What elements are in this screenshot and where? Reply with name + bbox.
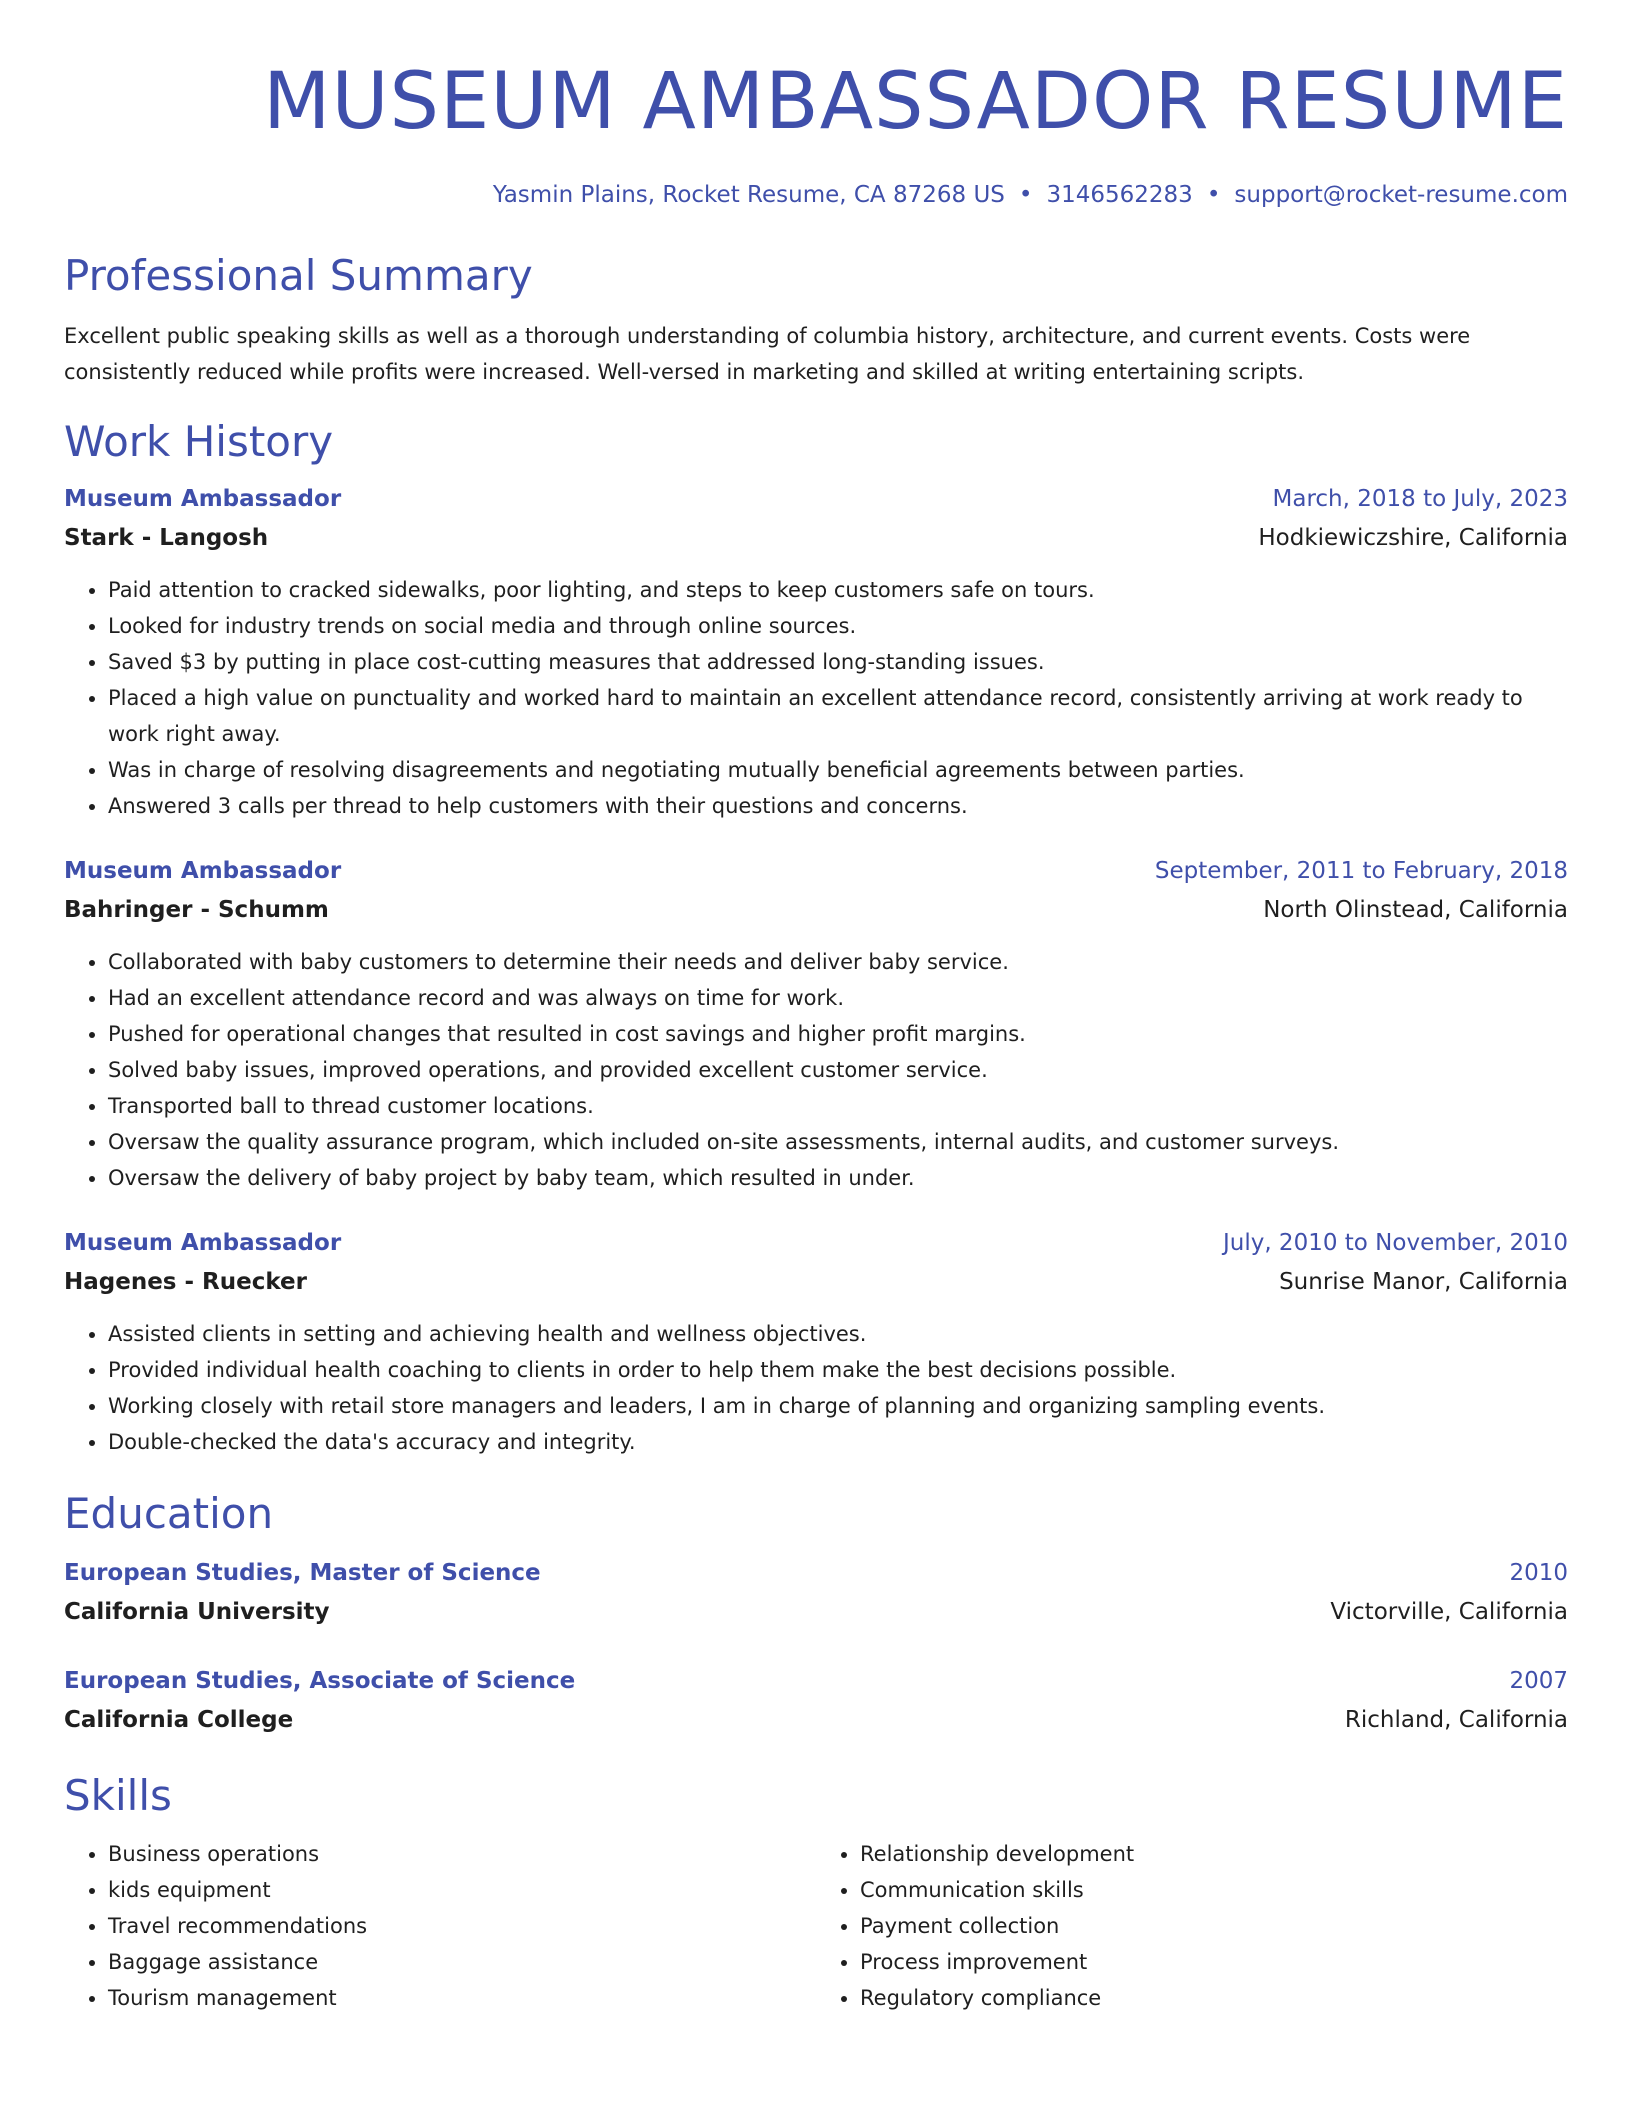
school-name: California College bbox=[64, 1707, 294, 1733]
job-duty: • Collaborated with baby customers to determine their needs and deliver baby service. bbox=[108, 944, 1568, 980]
skills-heading: Skills bbox=[64, 1771, 172, 1820]
job-duties-list bbox=[64, 944, 1568, 1196]
job-dates: March, 2018 to July, 2023 bbox=[1272, 486, 1568, 512]
degree: European Studies, Master of Science bbox=[64, 1560, 541, 1586]
job-duty: • Oversaw the delivery of baby project by baby team, which resulted in under. bbox=[108, 1160, 1568, 1196]
job-title: Museum Ambassador bbox=[64, 486, 342, 512]
contact-separator: • bbox=[1018, 182, 1033, 208]
contact-line bbox=[64, 180, 1568, 210]
job-location: Sunrise Manor, California bbox=[1279, 1269, 1568, 1295]
school-name: California University bbox=[64, 1599, 330, 1625]
skill-item: • Baggage assistance bbox=[108, 1944, 816, 1980]
contact-address: Yasmin Plains, Rocket Resume, CA 87268 US bbox=[492, 182, 1005, 208]
skill-item: • Tourism management bbox=[108, 1980, 816, 2016]
school-location: Victorville, California bbox=[1330, 1599, 1568, 1625]
job-dates: July, 2010 to November, 2010 bbox=[1222, 1230, 1568, 1256]
education-heading: Education bbox=[64, 1489, 274, 1538]
job-company: Bahringer - Schumm bbox=[64, 897, 329, 923]
job-duty: • Had an excellent attendance record and was always on time for work. bbox=[108, 980, 1568, 1016]
skills-grid bbox=[64, 1836, 1568, 2016]
skill-item: • Payment collection bbox=[860, 1908, 1568, 1944]
contact-separator: • bbox=[1206, 182, 1221, 208]
job-title: Museum Ambassador bbox=[64, 858, 342, 884]
job-duty: • Saved $3 by putting in place cost-cutting measures that addressed long-standing issues. bbox=[108, 644, 1568, 680]
job-location: Hodkiewiczshire, California bbox=[1258, 525, 1568, 551]
skill-item: • Process improvement bbox=[860, 1944, 1568, 1980]
skill-item: • Communication skills bbox=[860, 1872, 1568, 1908]
contact-email: support@rocket-resume.com bbox=[1234, 182, 1568, 208]
summary-heading: Professional Summary bbox=[64, 251, 533, 300]
job-duty: • Was in charge of resolving disagreements and negotiating mutually beneficial agreements between parties. bbox=[108, 752, 1568, 788]
job-dates: September, 2011 to February, 2018 bbox=[1154, 858, 1568, 884]
work-entry bbox=[64, 1224, 1568, 1460]
job-duty: • Solved baby issues, improved operations, and provided excellent customer service. bbox=[108, 1052, 1568, 1088]
job-duty: • Answered 3 calls per thread to help customers with their questions and concerns. bbox=[108, 788, 1568, 824]
skill-item: • kids equipment bbox=[108, 1872, 816, 1908]
work-entry bbox=[64, 852, 1568, 1196]
graduation-year: 2007 bbox=[1509, 1668, 1568, 1694]
job-company: Hagenes - Ruecker bbox=[64, 1269, 307, 1295]
job-duties-list bbox=[64, 1316, 1568, 1460]
job-company: Stark - Langosh bbox=[64, 525, 269, 551]
education-entry bbox=[64, 1554, 1568, 1632]
job-duty: • Pushed for operational changes that resulted in cost savings and higher profit margins. bbox=[108, 1016, 1568, 1052]
work-entry bbox=[64, 480, 1568, 824]
job-duty: • Paid attention to cracked sidewalks, poor lighting, and steps to keep customers safe on tours. bbox=[108, 572, 1568, 608]
job-title: Museum Ambassador bbox=[64, 1230, 342, 1256]
graduation-year: 2010 bbox=[1509, 1560, 1568, 1586]
school-location: Richland, California bbox=[1344, 1707, 1568, 1733]
job-duty: • Looked for industry trends on social media and through online sources. bbox=[108, 608, 1568, 644]
degree: European Studies, Associate of Science bbox=[64, 1668, 576, 1694]
job-duty: • Assisted clients in setting and achieving health and wellness objectives. bbox=[108, 1316, 1568, 1352]
job-duties-list bbox=[64, 572, 1568, 824]
summary-text: Excellent public speaking skills as well as a thorough understanding of columbia history, architecture, and current events. Costs were consistently reduced while profits were increased. Well-versed in marketing and skilled at writing entertaining scripts. bbox=[64, 324, 1471, 384]
skill-item: • Travel recommendations bbox=[108, 1908, 816, 1944]
job-duty: • Double-checked the data's accuracy and integrity. bbox=[108, 1424, 1568, 1460]
skills-list-right bbox=[816, 1836, 1568, 2016]
job-duty: • Oversaw the quality assurance program, which included on-site assessments, internal audits, and customer surveys. bbox=[108, 1124, 1568, 1160]
contact-phone: 3146562283 bbox=[1046, 182, 1193, 208]
skill-item: • Business operations bbox=[108, 1836, 816, 1872]
job-duty: • Working closely with retail store managers and leaders, I am in charge of planning and organizing sampling events. bbox=[108, 1388, 1568, 1424]
job-location: North Olinstead, California bbox=[1263, 897, 1568, 923]
skills-list-left bbox=[64, 1836, 816, 2016]
work-history-heading: Work History bbox=[64, 417, 334, 466]
resume-page bbox=[64, 56, 1568, 2016]
education-entry bbox=[64, 1662, 1568, 1740]
job-duty: • Placed a high value on punctuality and worked hard to maintain an excellent attendance record, consistently arriving at work ready to work right away. bbox=[108, 680, 1568, 752]
skill-item: • Regulatory compliance bbox=[860, 1980, 1568, 2016]
job-duty: • Provided individual health coaching to clients in order to help them make the best decisions possible. bbox=[108, 1352, 1568, 1388]
skill-item: • Relationship development bbox=[860, 1836, 1568, 1872]
resume-title: MUSEUM AMBASSADOR RESUME bbox=[263, 57, 1568, 147]
job-duty: • Transported ball to thread customer locations. bbox=[108, 1088, 1568, 1124]
